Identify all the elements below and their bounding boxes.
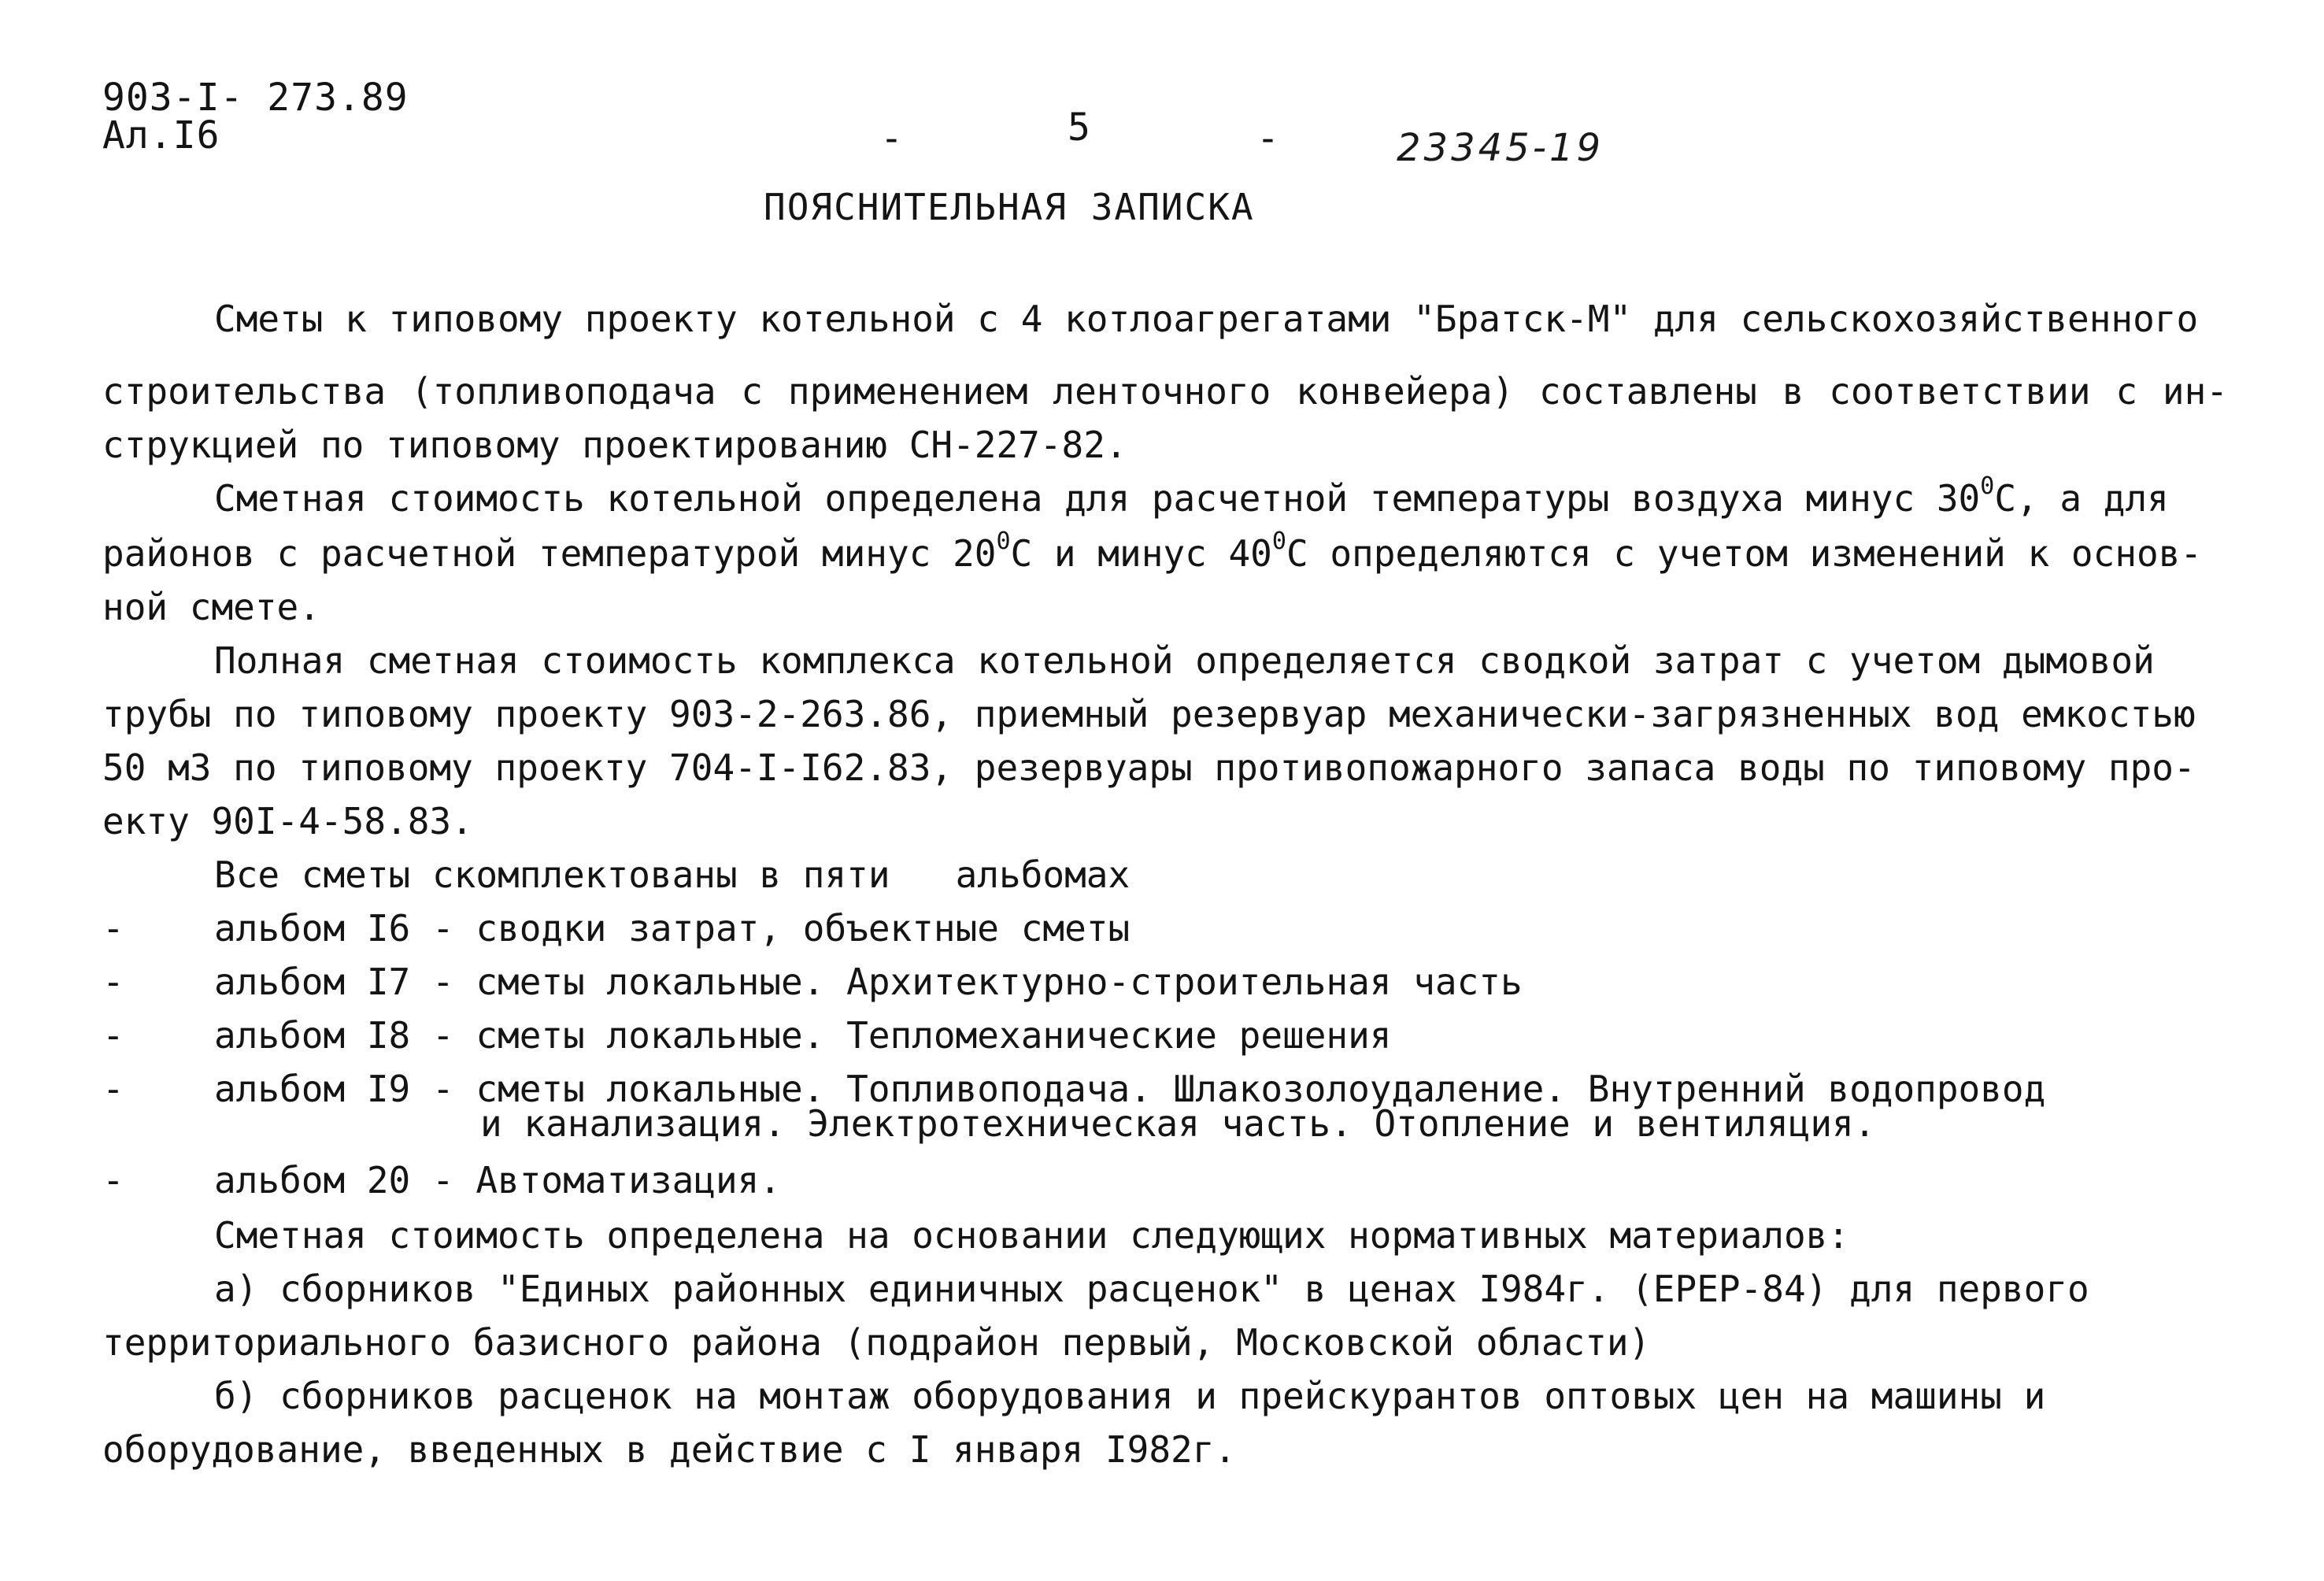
album-list-dash: - <box>102 907 124 950</box>
album-list-item: альбом 20 - Автоматизация. <box>214 1159 782 1201</box>
page-title: ПОЯСНИТЕЛЬНАЯ ЗАПИСКА <box>764 186 1255 228</box>
normative-a-line-1: а) сборников "Единых районных единичных расценок" в ценах I984г. (ЕРЕР-84) для первого <box>214 1268 2089 1310</box>
paragraph-2-line-1-text-b: С, а для <box>1994 477 2169 520</box>
paragraph-2-line-2 <box>102 528 2203 575</box>
album-list-dash: - <box>102 1014 124 1057</box>
paragraph-3-line-2: трубы по типовому проекту 903-2-263.86, приемный резервуар механически-загрязненных вод емкостью <box>102 693 2196 735</box>
album-list-item: альбом I6 - сводки затрат, объектные сметы <box>214 907 1131 950</box>
normative-b-line-2: оборудование, введенных в действие с I января I982г. <box>102 1428 1237 1471</box>
page-number-dash-right: - <box>1256 117 1280 161</box>
normatives-intro: Сметная стоимость определена на основании следующих нормативных материалов: <box>214 1214 1850 1257</box>
paragraph-2-line-3: ной смете. <box>102 586 320 628</box>
paragraph-2-line-1 <box>214 472 2169 520</box>
paragraph-2-line-2-text-a: районов с расчетной температурой минус 20 <box>102 532 997 575</box>
paragraph-3-line-4: екту 90I-4-58.83. <box>102 800 473 842</box>
page-number-dash-left: - <box>880 117 904 161</box>
normative-a-line-2: территориального базисного района (подрайон первый, Московской области) <box>102 1321 1651 1364</box>
paragraph-3-line-3: 50 м3 по типовому проекту 704-I-I62.83, резервуары противопожарного запаса воды по типовому про- <box>102 746 2196 789</box>
paragraph-4: Все сметы скомплектованы в пяти альбомах <box>214 853 1131 896</box>
degree-superscript: 0 <box>1271 528 1286 555</box>
album-list-item: альбом I9 - сметы локальные. Топливоподача. Шлакозолоудаление. Внутренний водопровод <box>214 1068 2046 1110</box>
paragraph-1-line-3: струкцией по типовому проектированию СН-227-82. <box>102 424 1127 466</box>
album-list-dash: - <box>102 1159 124 1201</box>
paragraph-2-line-2-text-b: С и минус 40 <box>1010 532 1272 575</box>
album-list-dash: - <box>102 961 124 1003</box>
paragraph-2-line-2-text-c: С определяются с учетом изменений к основ- <box>1286 532 2203 575</box>
paragraph-1-line-1: Сметы к типовому проекту котельной с 4 котлоагрегатами "Братск-М" для сельскохозяйственного <box>214 298 2199 340</box>
album-list-item-continuation: и канализация. Электротехническая часть. Отопление и вентиляция. <box>480 1102 1876 1145</box>
album-list-dash: - <box>102 1068 124 1110</box>
album-code: Ал.I6 <box>102 113 220 157</box>
degree-superscript: 0 <box>996 528 1011 555</box>
paragraph-2-line-1-text-a: Сметная стоимость котельной определена для расчетной температуры воздуха минус 30 <box>214 477 1981 520</box>
paragraph-1-line-2: строительства (топливоподача с применением ленточного конвейера) составлены в соответствии с ин- <box>102 370 2228 413</box>
handwritten-number: 23345-19 <box>1397 126 1604 170</box>
album-list-item: альбом I7 - сметы локальные. Архитектурно-строительная часть <box>214 961 1523 1003</box>
page-number: 5 <box>1068 106 1091 150</box>
paragraph-3-line-1: Полная сметная стоимость комплекса котельной определяется сводкой затрат с учетом дымовой <box>214 639 2155 682</box>
normative-b-line-1: б) сборников расценок на монтаж оборудования и прейскурантов оптовых цен на машины и <box>214 1375 2046 1417</box>
degree-superscript: 0 <box>1980 472 1995 500</box>
doc-code: 903-I- 273.89 <box>102 76 409 120</box>
album-list-item: альбом I8 - сметы локальные. Тепломеханические решения <box>214 1014 1392 1057</box>
